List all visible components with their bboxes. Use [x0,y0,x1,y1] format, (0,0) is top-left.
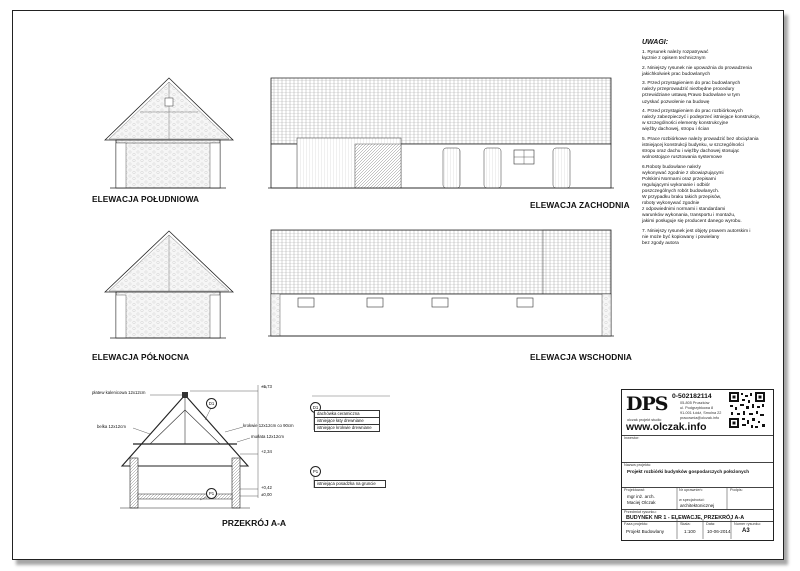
legend-p1 [314,480,386,488]
tag-p1-legend: P1 [310,466,321,477]
address-line-1: 05-805 Pruszków [680,401,710,405]
designer-name: Maciej Olczak [627,500,656,505]
label-east-elevation: ELEWACJA WSCHODNIA [530,352,632,362]
project-label: Nazwa projektu: [624,463,652,467]
project-name: Projekt rozbiórki budynków gospodarczych położonych [627,469,750,474]
level-3: +0,42 [261,485,272,490]
level-4: ±0,00 [261,492,272,497]
scale-label: Skala: [680,522,691,526]
annot-tie-beam: belka 12x12cm [97,424,126,429]
sheet-label: Numer rysunku: [734,522,761,526]
legend-d1 [314,410,380,432]
logo-text: DPS [626,393,668,415]
phase-label: Faza projektu: [624,522,649,526]
level-1: +5,73 [261,384,272,389]
investor-label: Inwestor: [624,436,640,440]
website-link[interactable]: www.olczak.info [626,422,707,433]
tag-d1-section: D1 [206,398,217,409]
south-gable [105,78,233,188]
designer-label: Projektował: [624,488,645,492]
legend-d1-row: dachówka ceramiczna [315,411,379,418]
phone-number: 0-502182114 [672,393,712,400]
note-item: 7. Niniejszy rysunek jest objęty prawem autorskim i nie może być kopiowany i powielany bez zgody autora [642,228,751,247]
notes-panel [642,40,777,251]
note-item: 2. Niniejszy rysunek nie upoważnia do prowadzenia jakichkolwiek prac budowlanych [642,65,752,77]
annot-wall-plate: murłata 12x12cm [251,434,284,439]
label-north-elevation: ELEWACJA PÓŁNOCNA [92,352,190,362]
designer-title: mgr inż. arch. [627,494,655,499]
west-elevation [268,78,614,188]
notes-header: UWAGI: [642,39,669,46]
date-label: Data: [706,522,716,526]
annot-ridge-beam: płatew kalenicowa 12x12cm [92,390,146,395]
label-west-elevation: ELEWACJA ZACHODNIA [530,200,630,210]
note-item: 1. Rysunek należy rozpatrywać łącznie z opisem technicznym [642,50,709,62]
date-value: 10-06-2014 [707,529,731,534]
address-line-3: 91-001 Łódź, Smolna 22 [680,411,722,415]
legend-d1-row: istniejące łaty drewniane [315,418,379,425]
phase-value: Projekt Budowlany [626,529,665,534]
permit-label: Nr uprawnień: [679,488,703,492]
legend-p1-row: istniejąca posadzka na gruncie [317,481,376,486]
north-gable [105,231,233,338]
address-line-2: ul. Podgrzybkowa 8 [680,406,714,410]
specialty-value: architektonicznej [680,503,715,508]
legend-d1-row: istniejące krokwie drewniane [317,425,372,430]
tag-d1-legend: D1 [310,402,321,413]
scale-value: 1:100 [684,529,696,534]
email: pracownia@olczak.info [680,416,720,420]
annot-rafters: krokwie 12x12cm co 90cm [243,423,294,428]
drawing-label: Przedmiot rysunku: [624,510,657,514]
level-2: +2,34 [261,449,272,454]
note-item: 5. Prace rozbiórkowe należy prowadzić bez obciążania istniejącej konstrukcji budynku, w szczególności stropu oraz dachu i więźby dachowej stosując wolnostojące rusztowania systemowe [642,136,759,161]
note-item: 3. Przed przystąpieniem do prac budowlanych należy przeprowadzić niezbędne procedury przewidziane ustawą Prawo budowlane w tym uzyskać pozwolenie na budowę [642,81,741,105]
east-elevation [268,230,614,336]
section-drawing [120,385,390,508]
drawing-name: BUDYNEK NR 1 - ELEWACJE, PRZEKRÓJ A-A [626,515,745,521]
label-south-elevation: ELEWACJA POŁUDNIOWA [92,194,200,204]
title-block [621,389,774,541]
signature-label: Podpis: [730,488,743,492]
specialty-label: w specjalności: [679,498,705,502]
sheet-value: A3 [742,528,750,534]
logo-subtitle: olczak projekt studio [627,418,662,422]
company-logo [626,394,666,424]
note-item: 6.Roboty budowlane należy wykonywać zgodnie z obowiązującymi Polskimi Normami oraz przepisami regulującymi wykonanie i odbiór poszczególnych robót budowlanych. W przypadku braku takich przepisów, roboty wykonywać zgodnie z odpowiednimi normami i standardami warunków wykonania, transportu i montażu, jakimi posługuje się producent danego wyrobu. [642,164,742,225]
tag-p1-section: P1 [206,488,217,499]
note-item: 4. Przed przystąpieniem do prac rozbiórkowych należy zabezpieczyć i podeprzeć istniejące konstrukcje, w szczególności elementy konstrukcyjne więźby dachowej, stropu i ścian [642,109,761,133]
label-section: PRZEKRÓJ A-A [222,518,287,528]
